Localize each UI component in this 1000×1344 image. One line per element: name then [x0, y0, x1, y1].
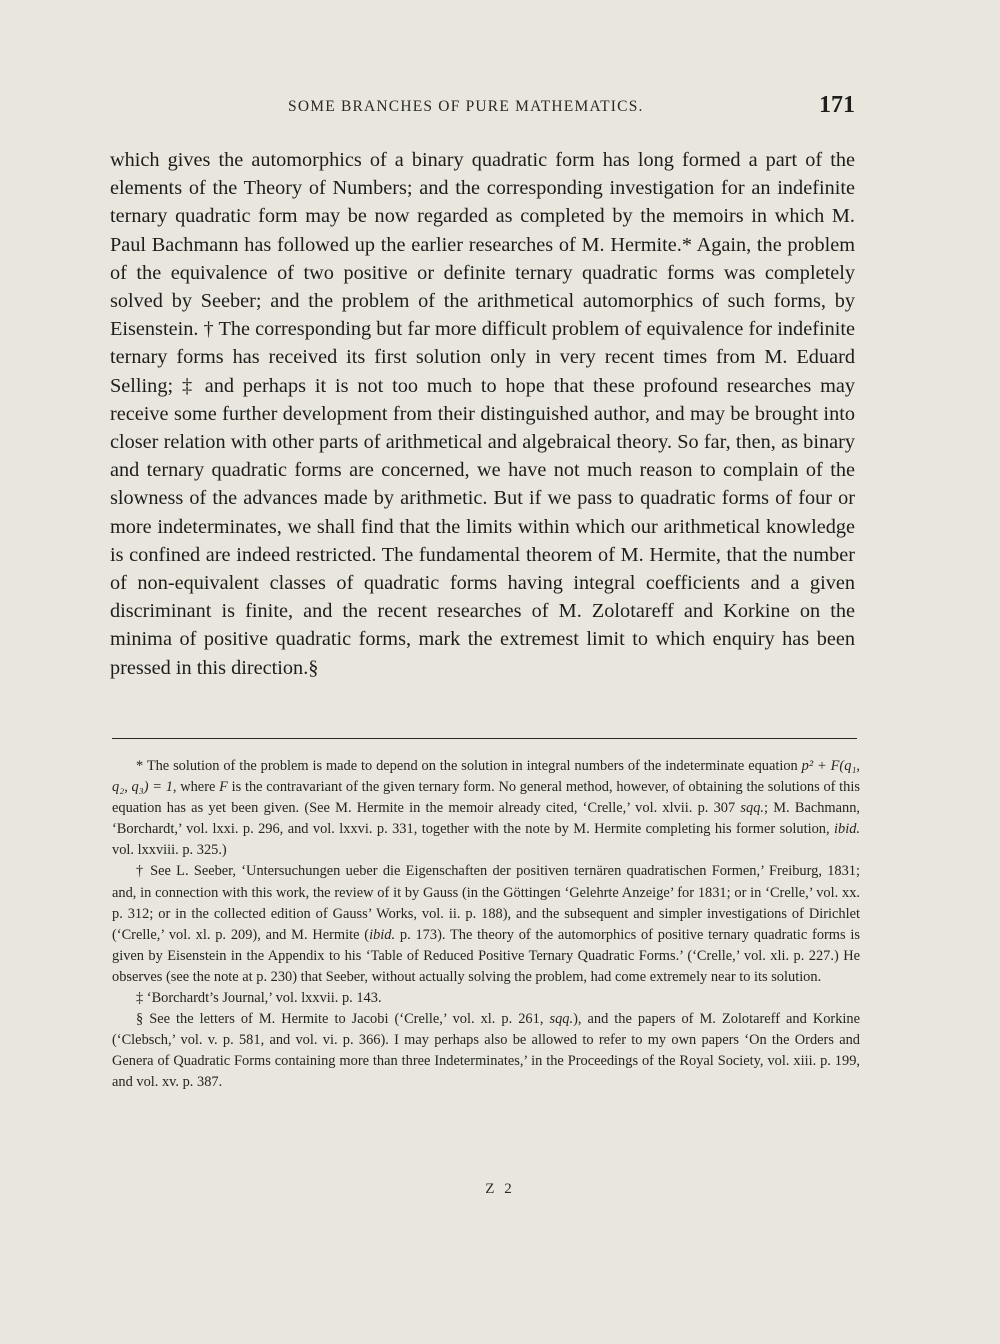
running-title: SOME BRANCHES OF PURE MATHEMATICS.	[288, 98, 644, 115]
footnote-star-ibid: ibid.	[834, 821, 860, 838]
footnote-double-dagger: ‡ ‘Borchardt’s Journal,’ vol. lxxvii. p. 143.	[136, 990, 382, 1007]
footnote-star-text-3: is the contravariant of the given ternary form. No general method, however, of obtaining the solutions of this equation has as yet been given. (See M. Hermite in the memoir already cited, ‘Crelle,’ vol. xlvii. p. 307	[112, 779, 860, 817]
footnote-star-variable: F	[219, 779, 228, 796]
footnote-star-text-1: * The solution of the problem is made to depend on the solution in integral numbers of the indeterminate equation	[136, 758, 802, 774]
footnote-star-sqq: sqq.	[740, 800, 765, 817]
footnote-dagger-text-2: p. 173). The theory of the automorphics of positive ternary quadratic forms is given by Eisenstein in the Appendix to his ‘Table of Reduced Positive Ternary Quadratic Forms.’ (‘Crelle,’ vol. xli. p. 227.) He observes (see the note at p. 230) that Seeber, without actually solving the problem, had come extremely near to its solution.	[112, 926, 860, 985]
footnote-star-text-2: , where	[172, 779, 220, 796]
footnote-dagger-ibid: ibid.	[369, 926, 396, 943]
footnote-section-sqq: sqq.	[549, 1011, 574, 1028]
main-text	[110, 146, 855, 682]
footnote-section-text-1: § See the letters of M. Hermite to Jacobi (‘Crelle,’ vol. xl. p. 261,	[136, 1011, 550, 1028]
footnote-star-text-5: vol. lxxviii. p. 325.)	[112, 842, 227, 859]
footnote-section-text-2: ), and the papers of M. Zolotareff and Korkine (‘Clebsch,’ vol. v. p. 581, and vol. vi. p. 366). I may perhaps also be allowed to refer to my own papers ‘On the Orders and Genera of Quadratic Forms containing more than three Indeterminates,’ in the Proceedings of the Royal Society, vol. xiii. p. 199, and vol. xv. p. 387.	[112, 1011, 860, 1091]
footnote-section	[112, 1009, 860, 1093]
page-number: 171	[819, 92, 855, 118]
page-header	[110, 92, 855, 122]
footnote-dagger-text-1: † See L. Seeber, ‘Untersuchungen ueber die Eigenschaften der positiven ternären quadratischen Formen,’ Freiburg, 1831; and, in connection with this work, the review of it by Gauss (in the Göttingen ‘Gelehrte Anzeige’ for 1831; or in ‘Crelle,’ vol. xx. p. 312; or in the collected edition of Gauss’ Works, vol. ii. p. 188), and the subsequent and simpler investigations of Dirichlet (‘Crelle,’ vol. xl. p. 209), and M. Hermite (	[112, 863, 860, 943]
signature-mark: Z 2	[485, 1181, 515, 1197]
footnote-star-equation: p² + F(q₁, q₂, q₃) = 1	[112, 758, 861, 796]
footnote-rule	[112, 738, 857, 739]
body-paragraph: which gives the automorphics of a binary quadratic form has long formed a part of the elements of the Theory of Numbers; and the corresponding investigation for an indefinite ternary quadratic form may be now regarded as completed by the memoirs in which M. Paul Bachmann has followed up the earlier researches of M. Hermite.* Again, the problem of the equivalence of two positive or definite ternary quadratic forms was completely solved by Seeber; and the problem of the arithmetical automorphics of such forms, by Eisenstein. † The corresponding but far more difficult problem of equivalence for indefinite ternary forms has received its first solution only in very recent times from M. Eduard Selling; ‡ and perhaps it is not too much to hope that these profound researches may receive some further development from their distinguished author, and may be brought into closer relation with other parts of arithmetical and algebraical theory. So far, then, as binary and ternary quadratic forms are concerned, we have not much reason to complain of the slowness of the advances made by arithmetic. But if we pass to quadratic forms of four or more indeterminates, we shall find that the limits within which our arithmetical knowledge is confined are indeed restricted. The fundamental theorem of M. Hermite, that the number of non-equivalent classes of quadratic forms having integral coefficients and a given discriminant is finite, and the recent researches of M. Zolotareff and Korkine on the minima of positive quadratic forms, mark the extremest limit to which enquiry has been pressed in this direction.§	[110, 149, 855, 679]
footnote-star	[112, 756, 860, 861]
footnote-star-text-4: ; M. Bachmann, ‘Borchardt,’ vol. lxxi. p. 296, and vol. lxxvi. p. 331, together with the note by M. Hermite completing his former solution,	[112, 800, 860, 838]
footnotes	[112, 756, 860, 1094]
footnote-dagger	[112, 861, 860, 988]
